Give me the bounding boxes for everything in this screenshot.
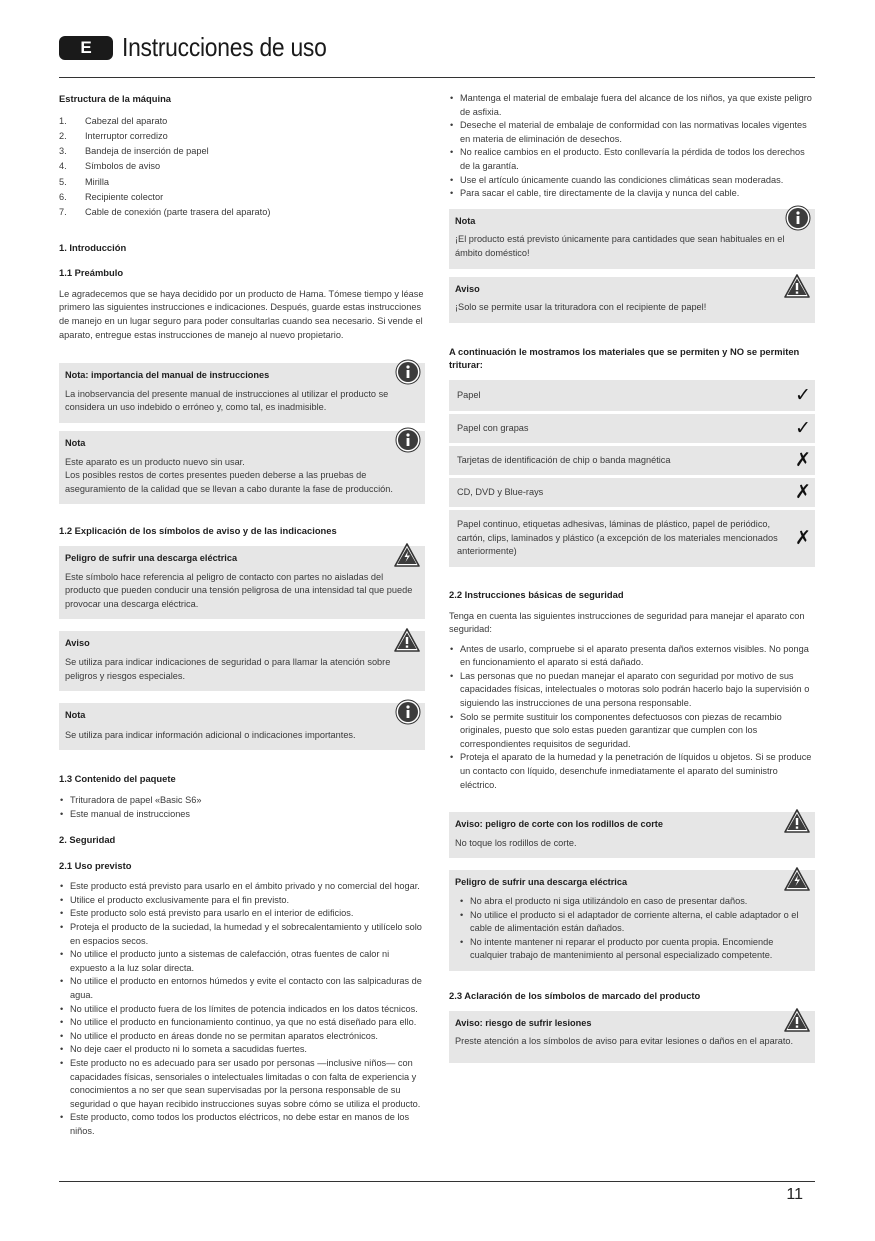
item-number: 6. [59,192,67,203]
list-item: • Trituradora de papel «Basic S6» [59,794,425,808]
page-number: 11 [786,1186,803,1203]
package-list [59,794,425,821]
info-icon [395,699,421,730]
box-title: Nota [455,215,476,226]
item-text: Mirilla [85,176,109,187]
preamble-text: Le agradecemos que se haya decidido por un producto de Hama. Tómese tiempo y léase primero las siguientes instrucciones e indicaciones. Después, guarde estas instrucciones de manejo en un lugar seguro para poder consultarlas cuando sea necesario. Si vende el aparato, entregue estas instrucciones de manejo al nuevo propietario. [59,288,424,340]
item-number: 1. [59,115,67,126]
item-number: 2. [59,130,67,141]
warning-icon [783,1007,811,1038]
structure-item [59,144,425,159]
note-manual-box [59,363,425,423]
basic-safety-intro: Tenga en cuenta las siguientes instrucciones de seguridad para manejar el aparato con seguridad: [449,610,805,635]
list-item: • Use el artículo únicamente cuando las condiciones climáticas sean moderadas. [449,174,815,188]
warning-box [59,631,425,691]
injury-warning-box [449,1011,815,1063]
box-text: Este símbolo hace referencia al peligro de contacto con partes no aisladas del producto que pueden conducir una tensión peligrosa de una intensidad tal que puede provocar una descarga eléctrica. [65,571,413,609]
table-row [449,446,815,475]
box-title: Aviso [65,638,90,649]
box-title: Nota: importancia del manual de instrucciones [65,370,270,381]
electric-warning-icon [393,542,421,573]
intro-title: 1. Introducción [59,241,127,253]
structure-item [59,159,425,174]
box-text: Este aparato es un producto nuevo sin usar. [65,456,245,467]
box-text: Se utiliza para indicar indicaciones de seguridad o para llamar la atención sobre peligros y riesgos especiales. [65,656,391,681]
list-item: • Deseche el material de embalaje de conformidad con las normativas locales vigentes en materia de eliminación de desechos. [449,119,815,146]
list-item: • No abra el producto ni siga utilizándolo en caso de presentar daños. [459,895,809,909]
box-title: Peligro de sufrir una descarga eléctrica [455,877,628,888]
language-badge: E [59,36,113,60]
materials-title: A continuación le mostramos los materiales que se permiten y NO se permiten triturar: [449,345,800,371]
table-row [449,414,815,443]
item-text: Cable de conexión (parte trasera del aparato) [85,207,271,218]
box-title: Aviso [455,283,480,294]
info-icon [395,359,421,390]
warning-icon [783,808,811,839]
box-text: La inobservancia del presente manual de instrucciones al utilizar el producto se considera un uso indebido o erróneo y, como tal, es inadmisible. [65,388,389,413]
list-item: • No utilice el producto en entornos húmedos y evite el contacto con las salpicaduras de agua. [59,975,425,1002]
box-text: Los posibles restos de cortes presentes pueden deberse a las pruebas de aseguramiento de la calidad que se llevan a cabo durante la fase de producción. [65,470,393,494]
list-item: • Mantenga el material de embalaje fuera del alcance de los niños, ya que existe peligro de asfixia. [449,92,815,119]
item-number: 4. [59,161,67,172]
material-name: Papel continuo, etiquetas adhesivas, láminas de plástico, papel de periódico, cartón, clips, laminados y plástico (a excepción de los materiales mencionados anteriormente) [449,510,791,567]
allowed-check-icon: ✓ [791,380,815,411]
box-title: Aviso: peligro de corte con los rodillos de corte [455,819,663,830]
footer-rule [59,1181,815,1182]
materials-table [449,377,815,570]
warning-icon [783,273,811,304]
structure-item [59,175,425,190]
list-item: • No utilice el producto si el adaptador de corriente alterna, el cable adaptador o el cable de alimentación están dañados. [459,909,809,936]
box-title: Aviso: riesgo de sufrir lesiones [455,1017,592,1028]
structure-list [59,114,425,221]
info-icon [395,427,421,458]
list-item: • No deje caer el producto ni lo someta a sacudidas fuertes. [59,1043,425,1057]
structure-item [59,114,425,129]
item-text: Símbolos de aviso [85,161,161,172]
box-text: No toque los rodillos de corte. [455,837,577,848]
preamble-title: 1.1 Preámbulo [59,267,124,279]
note-domestic-box [449,209,815,269]
top-safety-list [449,92,815,201]
box-text: ¡Solo se permite usar la trituradora con el recipiente de papel! [455,302,707,313]
package-title: 1.3 Contenido del paquete [59,773,176,785]
list-item: • No utilice el producto fuera de los límites de potencia indicados en los datos técnicos. [59,1003,425,1017]
list-item: • Antes de usarlo, compruebe si el aparato presenta daños externos visibles. No ponga en funcionamiento el aparato si está dañado. [449,643,815,670]
structure-title: Estructura de la máquina [59,93,172,104]
not-allowed-cross-icon: ✗ [791,510,815,567]
list-item: • Las personas que no puedan manejar el aparato con seguridad por motivo de sus capacidades físicas, intelectuales o motoras solo podrán hacerlo bajo la supervisión o siguiendo las instrucciones de una persona responsable. [449,670,815,711]
box-title: Peligro de sufrir una descarga eléctrica [65,552,238,563]
box-text: Preste atención a los símbolos de aviso para evitar lesiones o daños en el aparato. [455,1036,794,1047]
page-title: Instrucciones de uso [122,32,327,62]
marking-title: 2.3 Aclaración de los símbolos de marcado del producto [449,989,701,1001]
material-name: Tarjetas de identificación de chip o banda magnética [449,446,791,475]
item-number: 7. [59,207,67,218]
shock-box [59,546,425,619]
list-item: • Proteja el producto de la suciedad, la humedad y el sobrecalentamiento y utilícelo solo en espacios secos. [59,921,425,948]
right-column [449,92,815,1063]
basic-safety-list [449,643,815,793]
header-rule [59,77,815,78]
shock-list [455,895,809,963]
item-text: Cabezal del aparato [85,115,168,126]
left-column [59,92,425,1139]
intended-use-list [59,880,425,1138]
table-row [449,510,815,567]
list-item: • Utilice el producto exclusivamente para el fin previsto. [59,894,425,908]
warning-container-box [449,277,815,323]
allowed-check-icon: ✓ [791,414,815,443]
box-text: ¡El producto está previsto únicamente para cantidades que sean habituales en el ámbito doméstico! [455,234,785,258]
box-text: Se utiliza para indicar información adicional o indicaciones importantes. [65,729,356,740]
note-box [59,703,425,750]
list-item: • Este producto está previsto para usarlo en el ámbito privado y no comercial del hogar. [59,880,425,894]
structure-item [59,190,425,205]
material-name: CD, DVD y Blue-rays [449,478,791,507]
box-title: Nota [65,710,86,721]
structure-item [59,205,425,220]
intended-use-title: 2.1 Uso previsto [59,859,132,871]
symbols-title: 1.2 Explicación de los símbolos de aviso y de las indicaciones [59,525,337,537]
item-number: 5. [59,176,67,187]
list-item: • Solo se permite sustituir los componentes defectuosos con piezas de recambio originales, puesto que solo estas pueden garantizar que cumplen con los correspondientes requisitos de seguridad. [449,711,815,752]
note-new-product-box [59,431,425,504]
list-item: • Para sacar el cable, tire directamente de la clavija y nunca del cable. [449,187,815,201]
list-item: • Este producto, como todos los productos eléctricos, no debe estar en manos de los niños. [59,1111,425,1138]
list-item: • No intente mantener ni reparar el producto por cuenta propia. Encomiende cualquier trabajo de mantenimiento al personal especializado competente. [459,936,809,963]
cut-warning-box [449,812,815,858]
not-allowed-cross-icon: ✗ [791,478,815,507]
list-item: • No utilice el producto en funcionamiento continuo, ya que no está diseñado para ello. [59,1016,425,1030]
list-item: • No realice cambios en el producto. Esto conllevaría la pérdida de todos los derechos de la garantía. [449,146,815,173]
safety-title: 2. Seguridad [59,834,116,846]
box-title: Nota [65,438,86,449]
list-item: • Este manual de instrucciones [59,808,425,822]
item-text: Interruptor corredizo [85,130,168,141]
shock-warning-box [449,870,815,971]
list-item: • No utilice el producto junto a sistemas de calefacción, otras fuentes de calor ni expuesto a la luz solar directa. [59,948,425,975]
electric-warning-icon [783,866,811,897]
item-text: Recipiente colector [85,192,164,203]
warning-icon [393,627,421,658]
list-item: • No utilice el producto en áreas donde no se permitan aparatos electrónicos. [59,1030,425,1044]
list-item: • Este producto solo está previsto para usarlo en el interior de edificios. [59,907,425,921]
table-row [449,380,815,411]
list-item: • Este producto no es adecuado para ser usado por personas —inclusive niños— con capacidades físicas, sensoriales o intelectuales limitadas o con falta de experiencia y conocimientos a no ser que sean supervisadas por la persona responsable de su seguridad o que hayan recibido instrucciones suyas sobre cómo se utiliza el producto. [59,1057,425,1111]
not-allowed-cross-icon: ✗ [791,446,815,475]
list-item: • Proteja el aparato de la humedad y la penetración de líquidos u objetos. Si se produce un contacto con líquido, desenchufe inmediatamente el aparato del suministro eléctrico. [449,751,815,792]
structure-item [59,129,425,144]
info-icon [785,205,811,236]
material-name: Papel [449,380,791,411]
table-row [449,478,815,507]
item-text: Bandeja de inserción de papel [85,146,209,157]
material-name: Papel con grapas [449,414,791,443]
item-number: 3. [59,146,67,157]
basic-safety-title: 2.2 Instrucciones básicas de seguridad [449,588,624,600]
